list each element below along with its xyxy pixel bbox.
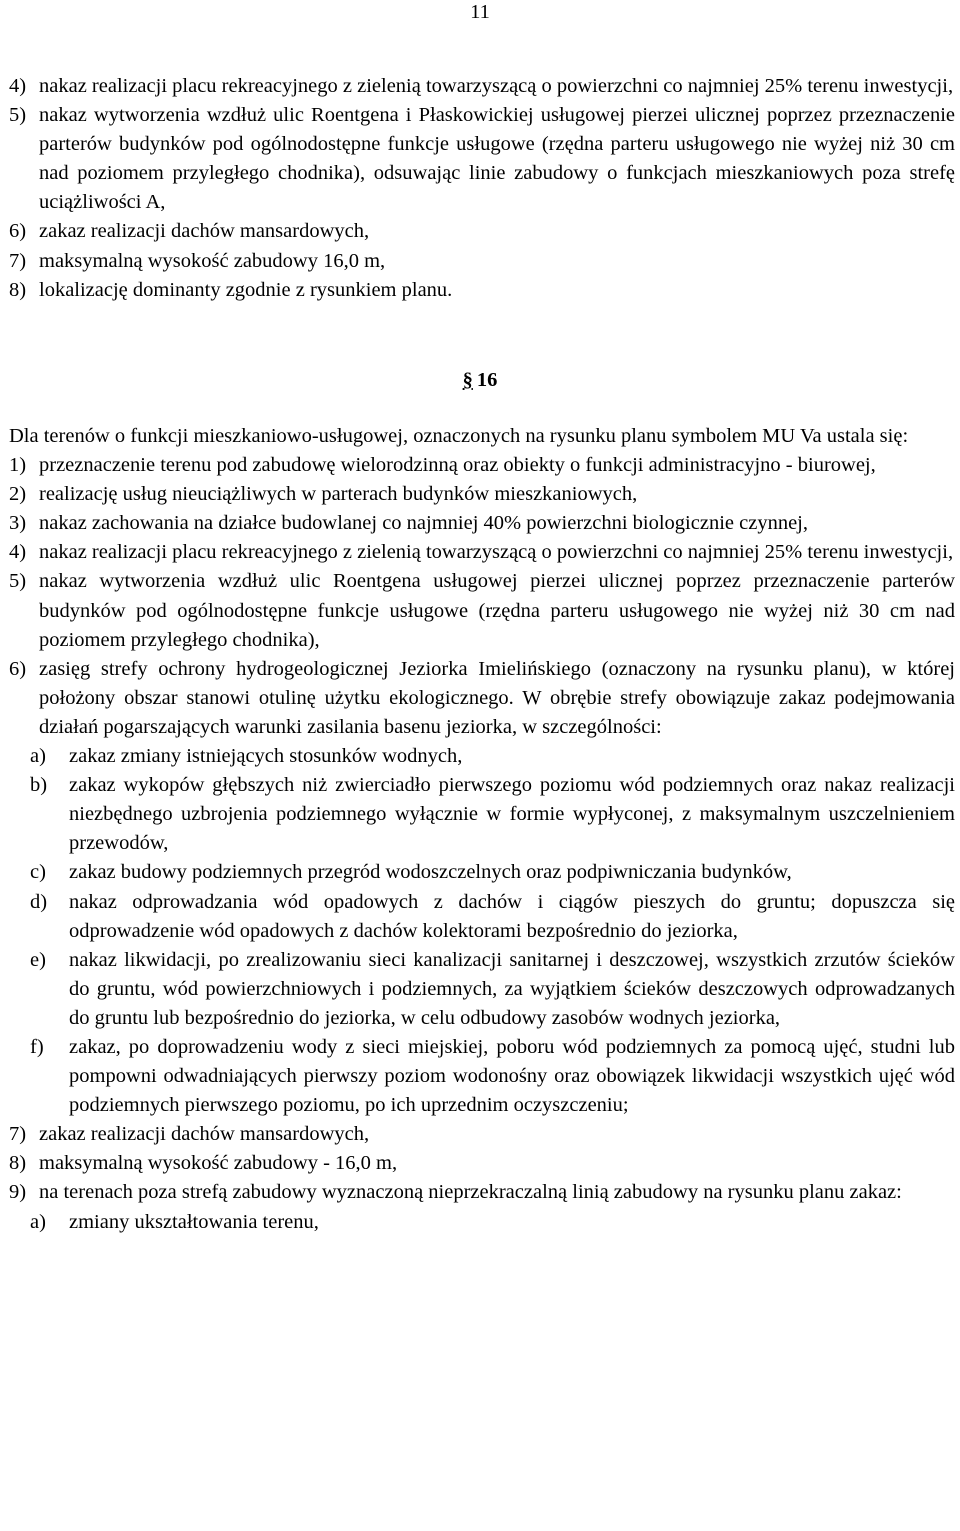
list-item <box>9 1178 955 1207</box>
sub-item-text: nakaz odprowadzania wód opadowych z dachów i ciągów pieszych do gruntu; dopuszcza się odprowadzenie wód opadowych z dachów kolektorami bezpośrednio do jeziorka, <box>69 890 955 942</box>
item-text: lokalizację dominanty zgodnie z rysunkiem planu. <box>39 278 453 301</box>
item-text: nakaz wytworzenia wzdłuż ulic Roentgena i Płaskowickiej usługowej pierzei ulicznej poprzez przeznaczenie parterów budynków pod ogólnodostępne funkcje usługowe (rzędna parteru usługowego nie wyżej niż 30 cm nad poziomem przyległego chodnika), odsuwając linie zabudowy o funkcjach mieszkaniowych poza strefę uciążliwości A, <box>39 104 955 214</box>
list-item <box>9 655 955 742</box>
sub-list-item <box>9 946 955 1033</box>
item-number: 8) <box>9 1152 27 1175</box>
sub-item-letter: a) <box>30 745 46 768</box>
list-item <box>9 72 955 101</box>
sub-list-item <box>9 888 955 946</box>
item-number: 5) <box>9 104 27 127</box>
list-item <box>9 567 955 654</box>
section-number: 16 <box>476 369 498 391</box>
sub-item-letter: f) <box>30 1035 44 1058</box>
item-text: zasięg strefy ochrony hydrogeologicznej Jeziorka Imielińskiego (oznaczony na rysunku planu), w której położony obszar stanowi otulinę użytku ekologicznego. W obrębie strefy obowiązuje zakaz podejmowania działań pogarszających warunki zasilania basenu jeziorka, w szczególności: <box>39 657 955 738</box>
item-text: zakaz realizacji dachów mansardowych, <box>39 220 370 243</box>
sub-list-item <box>9 858 955 887</box>
item-number: 7) <box>9 1123 27 1146</box>
list-item <box>9 509 955 538</box>
item-text: maksymalną wysokość zabudowy - 16,0 m, <box>39 1152 398 1175</box>
page-number: 11 <box>470 1 490 23</box>
list-item <box>9 480 955 509</box>
sub-list-item <box>9 771 955 858</box>
section-intro: Dla terenów o funkcji mieszkaniowo-usługowej, oznaczonych na rysunku planu symbolem MU Va ustala się: <box>9 425 909 447</box>
list-item <box>9 247 955 276</box>
list-item <box>9 1149 955 1178</box>
item-number: 4) <box>9 541 27 564</box>
item-text: maksymalną wysokość zabudowy 16,0 m, <box>39 249 386 272</box>
item-number: 1) <box>9 454 27 477</box>
sub-item-letter: b) <box>30 774 48 797</box>
item-text: przeznaczenie terenu pod zabudowę wielorodzinną oraz obiekty o funkcji administracyjno - biurowej, <box>39 454 876 477</box>
section-heading <box>0 365 960 395</box>
list-item <box>9 276 955 305</box>
item-number: 8) <box>9 278 27 301</box>
item-number: 5) <box>9 570 27 593</box>
section-body <box>9 422 955 1237</box>
item-text: nakaz realizacji placu rekreacyjnego z zielenią towarzyszącą o powierzchni co najmniej 25% terenu inwestycji, <box>39 75 954 97</box>
sub-item-text: zakaz budowy podziemnych przegród wodoszczelnych oraz podpiwniczania budynków, <box>69 861 792 884</box>
sub-item-letter: c) <box>30 861 46 884</box>
sub-item-letter: e) <box>30 948 46 971</box>
sub-list-item <box>9 742 955 771</box>
item-number: 3) <box>9 512 27 535</box>
sub-list-item <box>9 1208 955 1237</box>
paragraph-sign: § <box>462 369 473 391</box>
sub-item-text: zmiany ukształtowania terenu, <box>69 1210 319 1233</box>
item-text: na terenach poza strefą zabudowy wyznaczoną nieprzekraczalną linią zabudowy na rysunku planu zakaz: <box>39 1181 902 1204</box>
list-item <box>9 101 955 217</box>
list-item <box>9 217 955 246</box>
sub-item-letter: d) <box>30 890 48 913</box>
item-text: nakaz realizacji placu rekreacyjnego z zielenią towarzyszącą o powierzchni co najmniej 25% terenu inwestycji, <box>39 541 954 564</box>
sub-item-text: zakaz wykopów głębszych niż zwierciadło pierwszego poziomu wód podziemnych oraz nakaz realizacji niezbędnego uzbrojenia podziemnego wyłącznie w formie wypłyconej, z maksymalnym uszczelnieniem przewodów, <box>69 774 955 855</box>
item-text: realizację usług nieuciążliwych w parterach budynków mieszkaniowych, <box>39 483 638 506</box>
sub-item-text: nakaz likwidacji, po zrealizowaniu sieci kanalizacji sanitarnej i deszczowej, wszystkich zrzutów ścieków do gruntu, wód powierzchniowych i podziemnych, za wyjątkiem ścieków deszczowych odprowadzanych do gruntu lub bezpośrednio do jeziorka, w celu odbudowy zasobów wodnych jeziorka, <box>69 948 955 1029</box>
item-number: 4) <box>9 75 27 97</box>
item-number: 7) <box>9 249 27 272</box>
item-number: 6) <box>9 657 27 680</box>
item-text: nakaz wytworzenia wzdłuż ulic Roentgena usługowej pierzei ulicznej poprzez przeznaczenie parterów budynków pod ogólnodostępne funkcje usługowe (rzędna parteru usługowego nie wyżej niż 30 cm nad poziomem przyległego chodnika), <box>39 570 955 651</box>
item-number: 6) <box>9 220 27 243</box>
top-list <box>9 72 955 305</box>
item-number: 9) <box>9 1181 27 1204</box>
list-item <box>9 538 955 567</box>
item-text: zakaz realizacji dachów mansardowych, <box>39 1123 370 1146</box>
item-text: nakaz zachowania na działce budowlanej co najmniej 40% powierzchni biologicznie czynnej, <box>39 512 808 535</box>
sub-item-text: zakaz, po doprowadzeniu wody z sieci miejskiej, poboru wód podziemnych za pomocą ujęć, studni lub pompowni odwadniających pierwszy poziom wodonośny oraz obowiązek likwidacji wszystkich ujęć wód podziemnych pierwszego poziomu, po ich uprzednim oczyszczeniu; <box>69 1035 955 1117</box>
list-item <box>9 451 955 480</box>
sub-item-text: zakaz zmiany istniejących stosunków wodnych, <box>69 745 463 768</box>
list-item <box>9 1120 955 1149</box>
sub-item-letter: a) <box>30 1210 46 1233</box>
item-number: 2) <box>9 483 27 506</box>
sub-list-item <box>9 1033 955 1120</box>
